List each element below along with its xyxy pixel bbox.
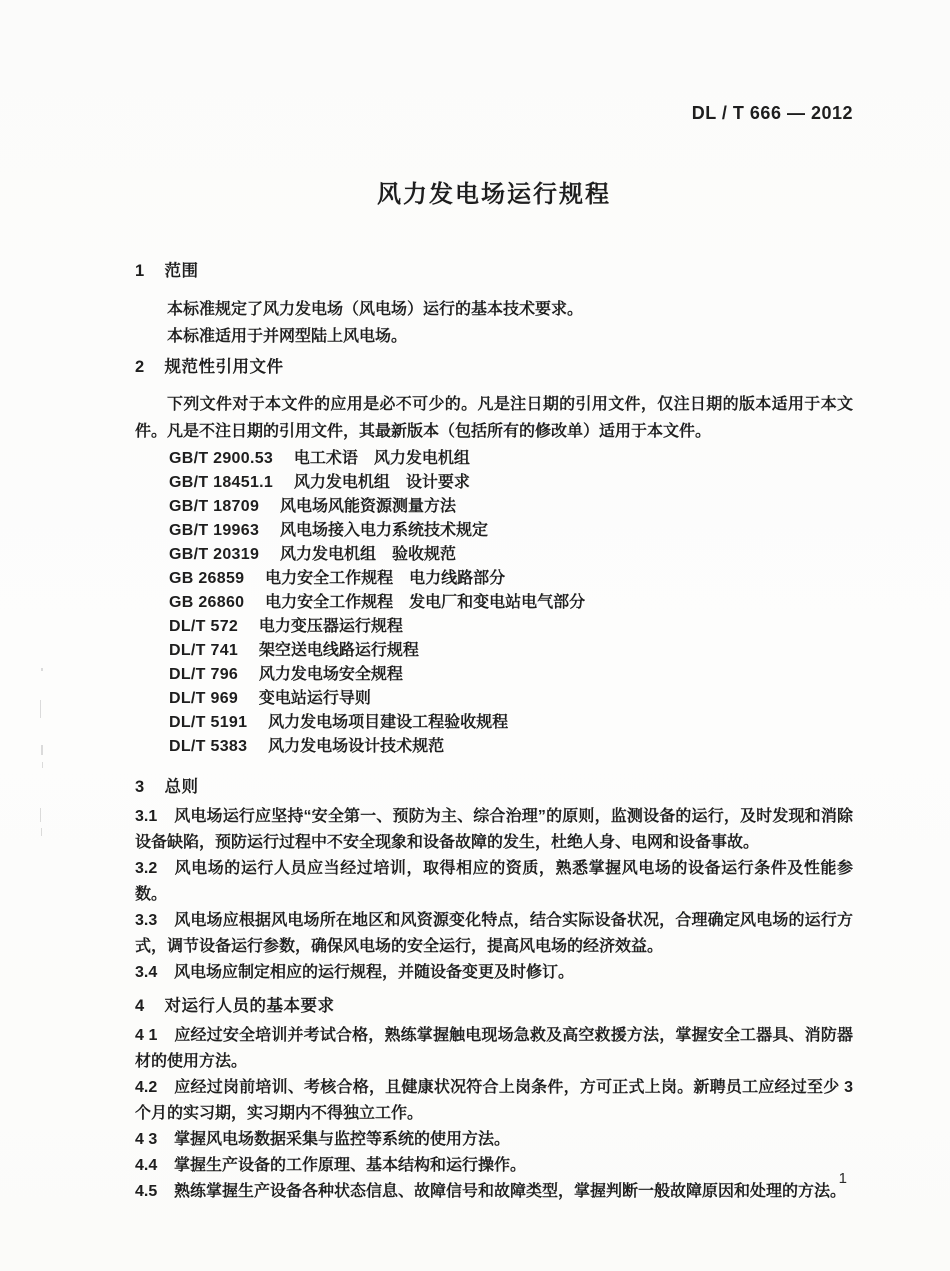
reference-title: 风力发电场安全规程 <box>258 666 403 683</box>
section-personnel-heading <box>135 996 853 1016</box>
scan-artifact <box>40 808 41 822</box>
reference-item <box>135 663 853 687</box>
reference-code: GB 26859 <box>169 570 245 587</box>
reference-title: 风力发电场项目建设工程验收规程 <box>268 714 509 731</box>
reference-title: 风力发电场设计技术规范 <box>268 738 445 755</box>
reference-title: 架空送电线路运行规程 <box>258 642 419 659</box>
clause-number: 4.2 <box>135 1079 158 1096</box>
reference-item <box>135 687 853 711</box>
clause-text: 应经过安全培训并考试合格，熟练掌握触电现场急救及高空救援方法，掌握安全工器具、消防器材的使用方法。 <box>135 1027 853 1070</box>
section-number: 3 <box>135 778 145 796</box>
scan-artifact <box>42 762 43 768</box>
reference-title: 风电场风能资源测量方法 <box>279 498 456 515</box>
reference-item <box>135 591 853 615</box>
scan-artifact <box>41 668 43 671</box>
reference-title: 变电站运行导则 <box>258 690 371 707</box>
section-general-rules <box>135 777 853 986</box>
personnel-clauses <box>135 1023 853 1205</box>
references-intro: 下列文件对于本文件的应用是必不可少的。凡是注日期的引用文件，仅注日期的版本适用于本文件。凡是不注日期的引用文件，其最新版本（包括所有的修改单）适用于本文件。 <box>135 396 853 440</box>
section-number: 2 <box>135 358 145 376</box>
clause-text: 掌握风电场数据采集与监控等系统的使用方法。 <box>174 1131 511 1148</box>
reference-item <box>135 447 853 471</box>
page-number: 1 <box>838 1170 847 1187</box>
reference-code: GB/T 18709 <box>169 498 260 515</box>
reference-item <box>135 519 853 543</box>
clause-number: 3.4 <box>135 964 158 981</box>
clause-number: 3.1 <box>135 808 158 825</box>
reference-title: 风电场接入电力系统技术规定 <box>279 522 488 539</box>
reference-title: 电力安全工作规程 电力线路部分 <box>265 570 506 587</box>
section-scope-heading <box>135 261 853 281</box>
reference-item <box>135 639 853 663</box>
reference-title: 风力发电机组 设计要求 <box>293 474 470 491</box>
clause-text: 应经过岗前培训、考核合格，且健康状况符合上岗条件，方可正式上岗。新聘员工应经过至少 3 个月的实习期，实习期内不得独立工作。 <box>135 1079 853 1122</box>
reference-title: 风力发电机组 验收规范 <box>279 546 456 563</box>
clause-number: 3.2 <box>135 860 158 877</box>
document-header <box>135 0 853 123</box>
clause-text: 风电场应制定相应的运行规程，并随设备变更及时修订。 <box>174 964 575 981</box>
section-title: 范围 <box>164 262 199 280</box>
clause-text: 熟练掌握生产设备各种状态信息、故障信号和故障类型，掌握判断一般故障原因和处理的方法。 <box>174 1183 847 1200</box>
section-title: 规范性引用文件 <box>164 358 284 376</box>
reference-item <box>135 735 853 759</box>
clause-number: 4.5 <box>135 1183 158 1200</box>
section-general-heading <box>135 777 853 797</box>
clause <box>135 1075 853 1127</box>
general-clauses <box>135 804 853 986</box>
scope-paragraph: 本标准规定了风力发电场（风电场）运行的基本技术要求。 <box>167 301 584 318</box>
reference-code: GB/T 18451.1 <box>169 474 274 491</box>
section-title: 总则 <box>164 778 199 796</box>
reference-title: 电工术语 风力发电机组 <box>293 450 470 467</box>
reference-title: 电力变压器运行规程 <box>258 618 403 635</box>
document-content <box>135 0 853 1205</box>
clause <box>135 1127 853 1153</box>
clause <box>135 856 853 908</box>
reference-code: GB/T 19963 <box>169 522 260 539</box>
clause <box>135 960 853 986</box>
standard-code: DL / T 666 — 2012 <box>691 103 853 123</box>
clause-number: 4 3 <box>135 1131 158 1148</box>
reference-code: DL/T 796 <box>169 666 239 683</box>
clause <box>135 1153 853 1179</box>
reference-item <box>135 615 853 639</box>
reference-code: DL/T 5383 <box>169 738 248 755</box>
scan-artifact <box>40 700 41 718</box>
clause <box>135 908 853 960</box>
section-personnel-requirements <box>135 996 853 1205</box>
clause-text: 风电场的运行人员应当经过培训，取得相应的资质，熟悉掌握风电场的设备运行条件及性能参数。 <box>135 860 853 903</box>
clause-text: 风电场运行应坚持“安全第一、预防为主、综合治理”的原则，监测设备的运行，及时发现和消除设备缺陷，预防运行过程中不安全现象和设备故障的发生，杜绝人身、电网和设备事故。 <box>135 808 853 851</box>
section-normative-references <box>135 357 853 759</box>
reference-item <box>135 543 853 567</box>
reference-list <box>135 447 853 759</box>
reference-code: GB/T 2900.53 <box>169 450 274 467</box>
reference-item <box>135 711 853 735</box>
reference-code: DL/T 572 <box>169 618 239 635</box>
reference-item <box>135 495 853 519</box>
scope-paragraph: 本标准适用于并网型陆上风电场。 <box>167 328 408 345</box>
clause-number: 4.4 <box>135 1157 158 1174</box>
clause <box>135 1023 853 1075</box>
reference-code: GB/T 20319 <box>169 546 260 563</box>
reference-code: GB 26860 <box>169 594 245 611</box>
clause <box>135 1179 853 1205</box>
scan-artifact <box>41 745 43 755</box>
section-number: 4 <box>135 997 145 1015</box>
clause-number: 3.3 <box>135 912 158 929</box>
clause-number: 4 1 <box>135 1027 158 1044</box>
clause <box>135 804 853 856</box>
clause-text: 风电场应根据风电场所在地区和风资源变化特点，结合实际设备状况，合理确定风电场的运行方式，调节设备运行参数，确保风电场的安全运行，提高风电场的经济效益。 <box>135 912 853 955</box>
reference-code: DL/T 741 <box>169 642 239 659</box>
section-references-heading <box>135 357 853 377</box>
reference-code: DL/T 969 <box>169 690 239 707</box>
reference-title: 电力安全工作规程 发电厂和变电站电气部分 <box>265 594 586 611</box>
reference-item <box>135 471 853 495</box>
section-title: 对运行人员的基本要求 <box>164 997 335 1015</box>
scan-artifact <box>41 828 42 836</box>
clause-text: 掌握生产设备的工作原理、基本结构和运行操作。 <box>174 1157 527 1174</box>
section-scope <box>135 261 853 350</box>
reference-item <box>135 567 853 591</box>
reference-code: DL/T 5191 <box>169 714 248 731</box>
section-number: 1 <box>135 262 145 280</box>
document-title: 风力发电场运行规程 <box>377 181 611 208</box>
